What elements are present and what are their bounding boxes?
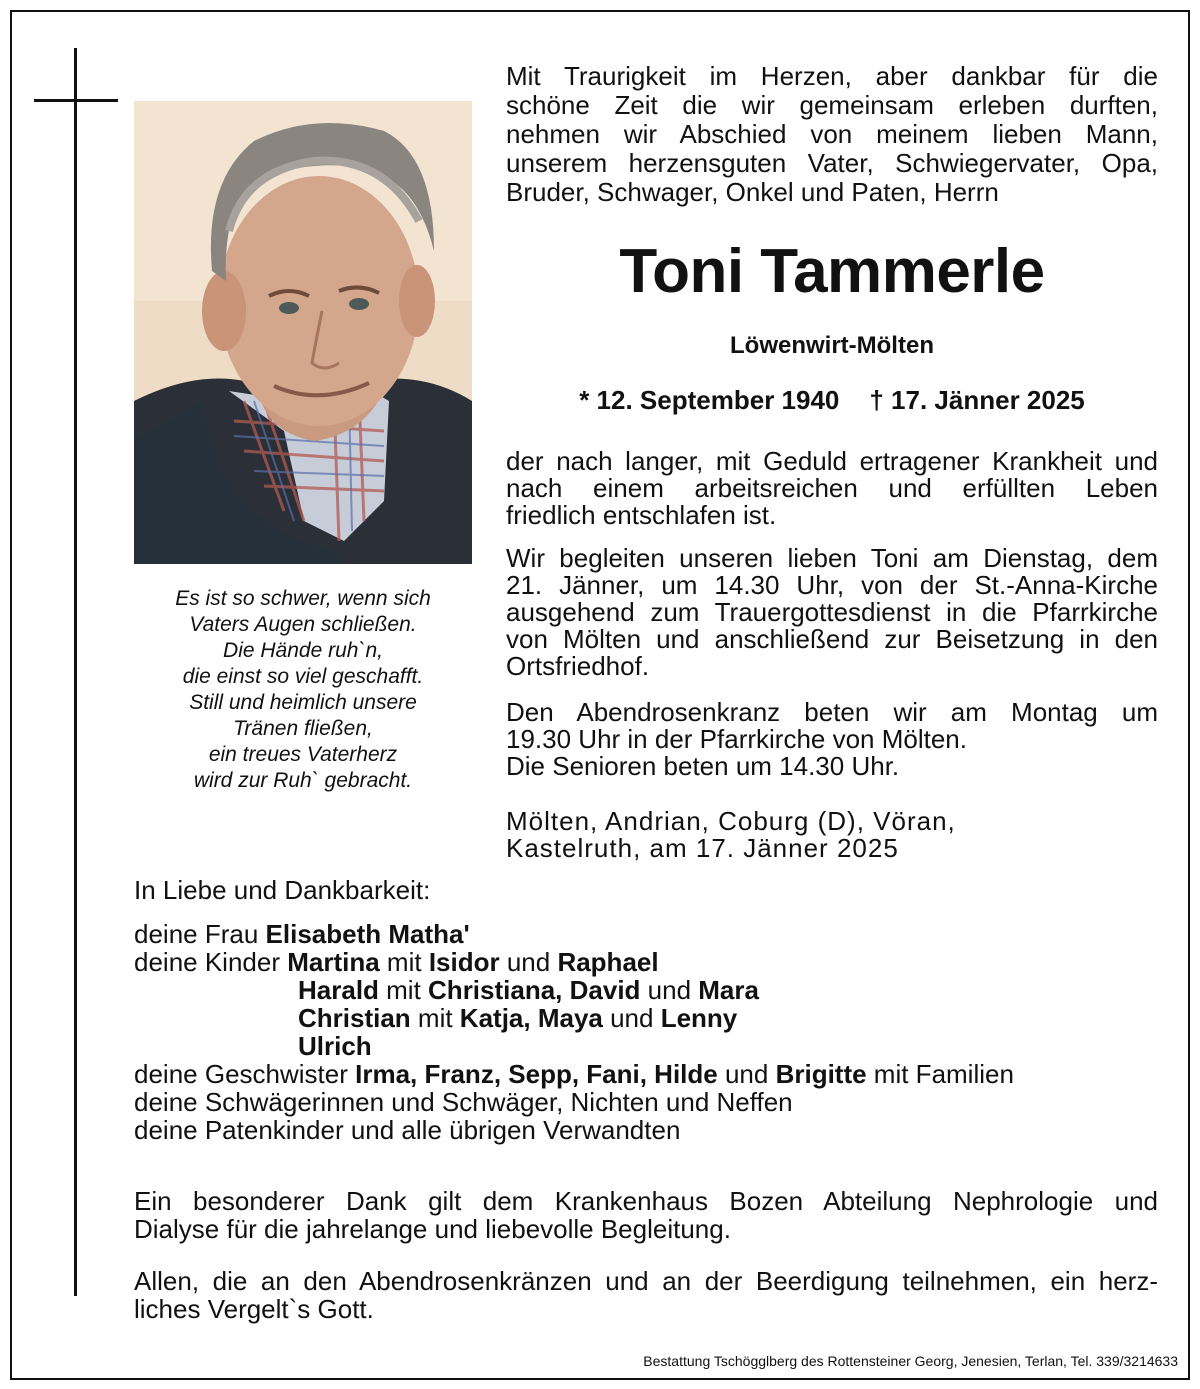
intro-line: Mit Traurigkeit im Herzen, aber dankbar für die xyxy=(506,61,1158,91)
poem-line: Die Hände ruh`n, xyxy=(223,639,383,662)
text-line: Mölten, Andrian, Coburg (D), Vöran, xyxy=(506,806,956,836)
poem-line: Tränen fließen, xyxy=(233,717,373,740)
family-label: und xyxy=(499,947,558,977)
family-name: Brigitte xyxy=(775,1059,867,1089)
family-name: Mara xyxy=(698,975,759,1005)
portrait-photo xyxy=(134,101,472,564)
portrait-illustration xyxy=(134,101,472,564)
passing-text xyxy=(506,448,1158,529)
poem-line: Still und heimlich unsere xyxy=(189,691,417,714)
undertaker-footer: Bestattung Tschögglberg des Rottensteiner Georg, Jenesien, Terlan, Tel. 339/3214633 xyxy=(643,1353,1178,1369)
poem-line: Vaters Augen schließen. xyxy=(189,613,417,636)
family-name: Lenny xyxy=(660,1003,738,1033)
family-label: mit xyxy=(410,1003,460,1033)
text-line: Ein besonderer Dank gilt dem Krankenhaus Bozen Abteilung Nephrologie und xyxy=(134,1186,1158,1216)
family-label: deine Geschwister xyxy=(134,1059,356,1089)
poem-line: die einst so viel geschafft. xyxy=(182,665,424,688)
life-dates xyxy=(506,384,1158,416)
places-date xyxy=(506,808,1158,862)
text-line: liches Vergelt`s Gott. xyxy=(134,1294,374,1324)
deceased-place: Löwenwirt-Mölten xyxy=(730,332,934,359)
family-label: und xyxy=(602,1003,661,1033)
family-inlaws: deine Schwägerinnen und Schwäger, Nichten und Neffen xyxy=(134,1087,793,1117)
family-name: Martina xyxy=(287,947,380,977)
family-name: Isidor xyxy=(428,947,500,977)
intro-line: Bruder, Schwager, Onkel und Paten, Herrn xyxy=(506,177,999,207)
family-child xyxy=(134,1004,1164,1032)
cross-vertical-bar xyxy=(74,48,77,1296)
family-name: Elisabeth Matha' xyxy=(265,919,470,949)
family-label: mit xyxy=(378,975,429,1005)
deceased-name: Toni Tammerle xyxy=(619,237,1045,306)
funeral-text xyxy=(506,545,1158,680)
text-line: Wir begleiten unseren lieben Toni am Dienstag, dem xyxy=(506,543,1158,573)
text-line: 19.30 Uhr in der Pfarrkirche von Mölten. xyxy=(506,724,967,754)
family-name: Katja, Maya xyxy=(459,1003,603,1033)
family-label: deine Kinder xyxy=(134,947,288,977)
text-line: der nach langer, mit Geduld ertragener Krankheit und xyxy=(506,446,1158,476)
family-label: und xyxy=(717,1059,776,1089)
family-name: Christian xyxy=(298,1003,411,1033)
text-line: Dialyse für die jahrelange und liebevolle Begleitung. xyxy=(134,1214,731,1244)
intro-line: unserem herzensguten Vater, Schwiegervater, Opa, xyxy=(506,148,1158,178)
rosary-text xyxy=(506,699,1158,780)
text-line: von Mölten und anschließend zur Beisetzung in den xyxy=(506,624,1158,654)
text-line: Allen, die an den Abendrosenkränzen und an der Beerdigung teilnehmen, ein herz- xyxy=(134,1266,1158,1296)
family-name: Christiana, David xyxy=(428,975,641,1005)
text-line: ausgehend zum Trauergottesdienst in die Pfarrkirche xyxy=(506,597,1158,627)
intro-text xyxy=(506,62,1158,207)
poem-line: ein treues Vaterherz xyxy=(208,743,398,766)
text-line: friedlich entschlafen ist. xyxy=(506,500,777,530)
family-godchildren: deine Patenkinder und alle übrigen Verwandten xyxy=(134,1115,681,1145)
family-label: deine Frau xyxy=(134,919,266,949)
text-line: nach einem arbeitsreichen und erfüllten Leben xyxy=(506,473,1158,503)
text-line: Kastelruth, am 17. Jänner 2025 xyxy=(506,833,899,863)
family-name: Irma, Franz, Sepp, Fani, Hilde xyxy=(355,1059,718,1089)
text-line: Ortsfriedhof. xyxy=(506,651,650,681)
text-line: 21. Jänner, um 14.30 Uhr, von der St.-Anna-Kirche xyxy=(506,570,1158,600)
text-line: Die Senioren beten um 14.30 Uhr. xyxy=(506,751,900,781)
family-list xyxy=(134,876,1164,1144)
family-heading: In Liebe und Dankbarkeit: xyxy=(134,875,431,905)
family-label: und xyxy=(640,975,699,1005)
family-name: Raphael xyxy=(557,947,659,977)
thanks-hospital xyxy=(134,1187,1158,1243)
intro-line: nehmen wir Abschied von meinem lieben Mann, xyxy=(506,119,1158,149)
family-label: mit Familien xyxy=(866,1059,1014,1089)
birth-date: * 12. September 1940 xyxy=(579,385,840,415)
text-line: Den Abendrosenkranz beten wir am Montag um xyxy=(506,697,1158,727)
family-child xyxy=(134,1032,1164,1060)
death-date: † 17. Jänner 2025 xyxy=(869,385,1085,415)
poem xyxy=(134,586,472,794)
family-children xyxy=(134,948,1164,976)
family-name: Ulrich xyxy=(298,1031,372,1061)
poem-line: wird zur Ruh` gebracht. xyxy=(193,769,413,792)
thanks-attendees xyxy=(134,1267,1158,1323)
family-siblings xyxy=(134,1060,1164,1088)
family-wife xyxy=(134,920,1164,948)
intro-line: schöne Zeit die wir gemeinsam erleben durften, xyxy=(506,90,1158,120)
family-child xyxy=(134,976,1164,1004)
cross-horizontal-bar xyxy=(34,99,118,102)
poem-line: Es ist so schwer, wenn sich xyxy=(175,587,431,610)
family-name: Harald xyxy=(298,975,379,1005)
family-label: mit xyxy=(379,947,429,977)
